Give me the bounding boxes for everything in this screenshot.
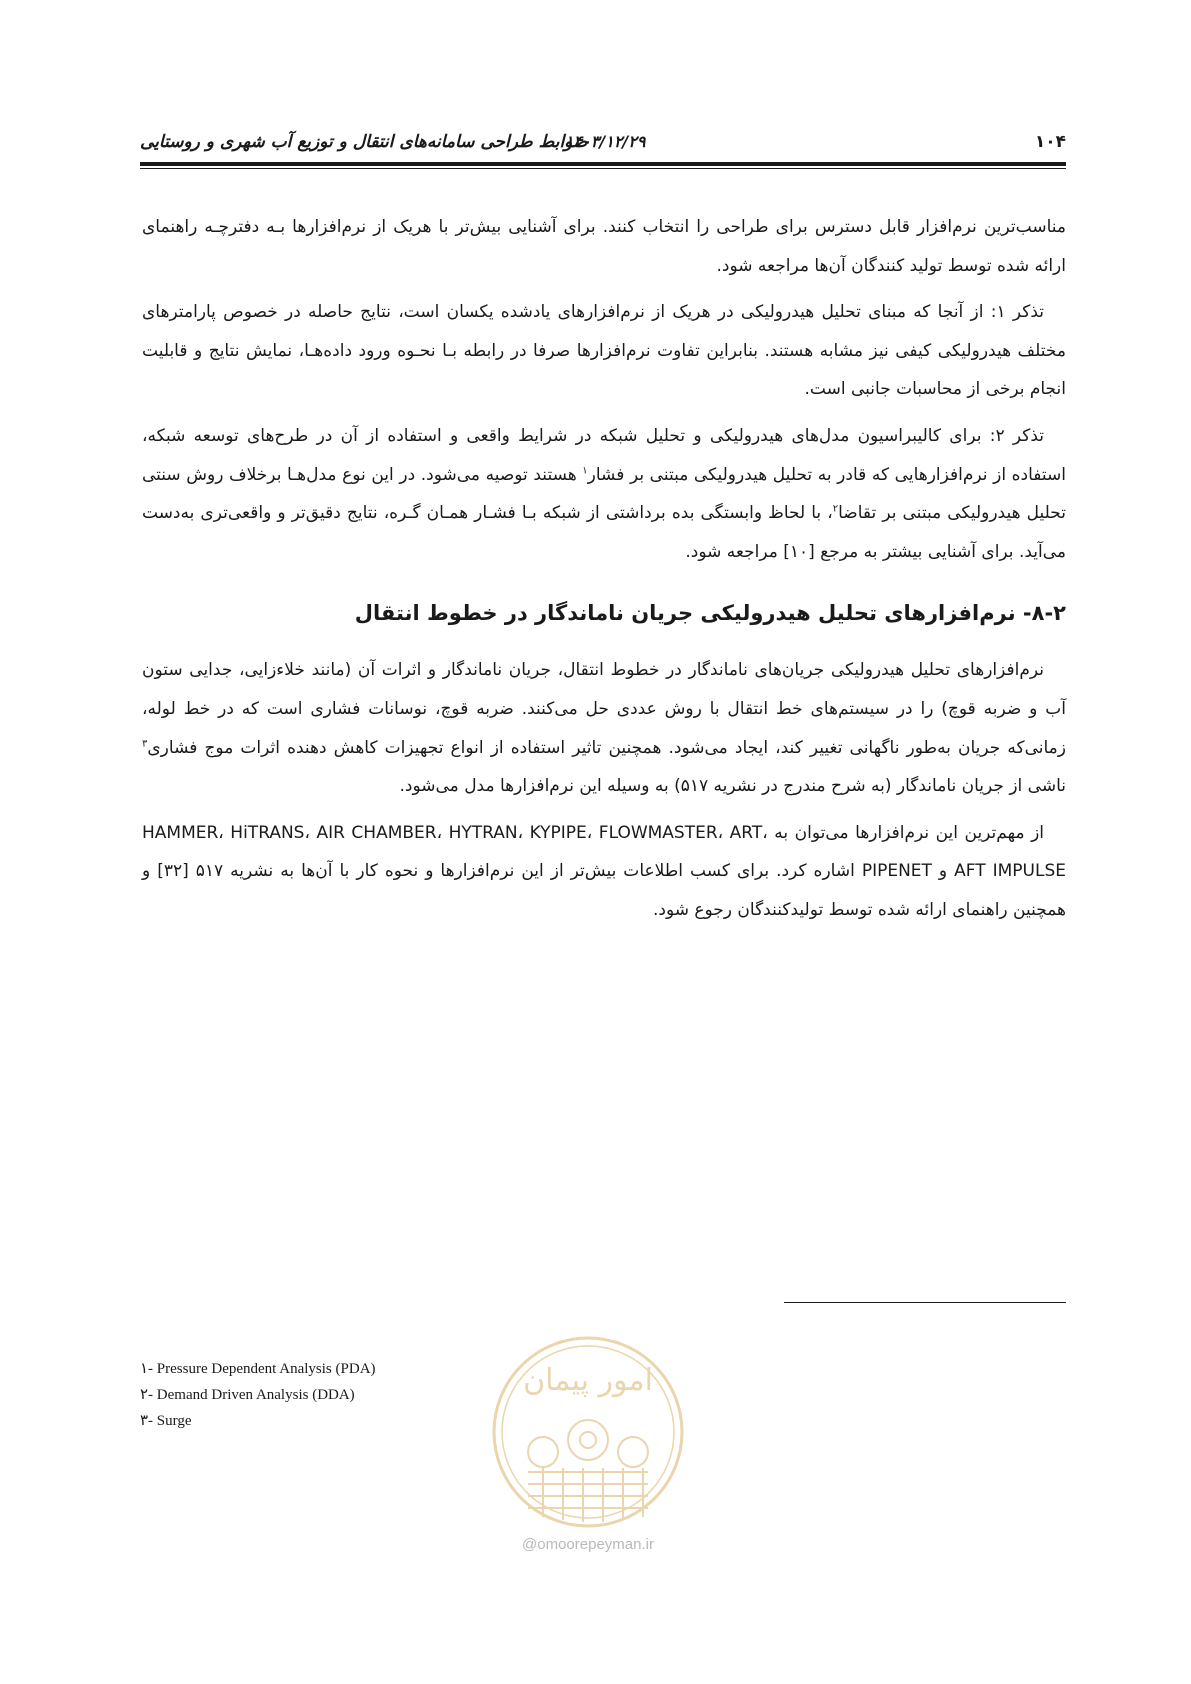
stamp-text: امور پیمان	[523, 1363, 653, 1398]
header-date: ۱۴۰۳/۱۲/۲۹	[565, 132, 646, 151]
header-rule-thick	[140, 162, 1066, 166]
footnote-ref-3[interactable]: ۳	[142, 737, 148, 749]
page-number: ۱۰۴	[1034, 132, 1066, 152]
footnote-ref-2[interactable]: ۲	[832, 503, 839, 515]
footnote-2: ۲- Demand Driven Analysis (DDA)	[140, 1387, 355, 1403]
header-title: ضوابط طراحی سامانه‌های انتقال و توزیع آب شهری و روستایی	[140, 132, 588, 152]
unsteady-text-b: ناشی از جریان ناماندگار (به شرح مندرج در نشریه ۵۱۷) به وسیله این نرم‌افزارها مدل می‌شود.	[399, 776, 1066, 797]
body-text	[142, 208, 1066, 938]
footnote-rule	[784, 1302, 1066, 1303]
paragraph-note-1: تذکر ۱: از آنجا که مبنای تحلیل هیدرولیکی در هریک از نرم‌افزارهای یادشده یکسان است، نتایج حاصله در خصوص پارامترهای مختلف هیدرولیکی کیفی نیز مشابه هستند. بنابراین تفاوت نرم‌افزارها صرفا در رابطه بـا نحـوه ورود داده‌هـا، نمایش نتایج و قابلیت انجام برخی از محاسبات جانبی است.	[142, 302, 1066, 400]
footnote-1: ۱- Pressure Dependent Analysis (PDA)	[140, 1361, 376, 1377]
paragraph-1: مناسب‌ترین نرم‌افزار قابل دسترس برای طراحی را انتخاب کنند. برای آشنایی بیش‌تر با هریک از نرم‌افزارها بـه دفترچـه راهنمای ارائه شده توسط تولید کنندگان آن‌ها مراجعه شود.	[142, 217, 1066, 276]
footnotes	[140, 1356, 376, 1434]
footnote-3: ۳- Surge	[140, 1413, 192, 1429]
note-2-text-c: ، با لحاظ وابستگی بده برداشتی از شبکه بـا فشـار همـان گـره، نتایج دقیق‌تر و واقعی‌تری به‌دست می‌آید. برای آشنایی بیشتر به مرجع [۱۰] مراجعه شود.	[142, 503, 1066, 562]
watermark-url: @omoorepeyman.ir	[522, 1536, 654, 1553]
paragraph-note-2	[142, 417, 1066, 571]
note-2-text-b: هستند توصیه می‌شود. در این نوع مدل‌هـا برخلاف روش سنتی تحلیل هیدرولیکی مبتنی بر تقاضا	[142, 464, 1066, 524]
note-2-text-a: تذکر ۲: برای کالیبراسیون مدل‌های هیدرولیکی و تحلیل شبکه در شرایط واقعی و استفاده از آن در طرح‌های توسعه شبکه، استفاده از نرم‌افزارهایی که قادر به تحلیل هیدرولیکی مبتنی بر فشار	[142, 425, 1066, 485]
footnote-ref-1[interactable]: ۱	[582, 464, 588, 476]
paragraph-software-list: از مهم‌ترین این نرم‌افزارها می‌توان به HAMMER، HiTRANS، AIR CHAMBER، HYTRAN، KYPIPE، FLOWMASTER، ART، AFT IMPULSE و PIPENET اشاره کرد. برای کسب اطلاعات بیش‌تر از این نرم‌افزارها و نحوه کار با آن‌ها به نشریه ۵۱۷ [۳۲] و همچنین راهنمای ارائه شده توسط تولیدکنندگان رجوع شود.	[142, 822, 1066, 920]
paragraph-unsteady-flow	[142, 651, 1066, 805]
header-rule-thin	[140, 168, 1066, 169]
unsteady-text-a: نرم‌افزارهای تحلیل هیدرولیکی جریان‌های ناماندگار در خطوط انتقال، جریان ناماندگار و اثرات آن (مانند خلاءزایی، جدایی ستون آب و ضربه قوچ) را در سیستم‌های خط انتقال با روش عددی حل می‌کنند. ضربه قوچ، نوسانات فشاری است که در خط لوله، زمانی‌که جریان به‌طور ناگهانی تغییر کند، ایجاد می‌شود. همچنین تاثیر استفاده از انواع تجهیزات کاهش دهنده اثرات موج فشاری	[142, 660, 1066, 758]
watermark-stamp-logo	[488, 1332, 688, 1532]
section-heading: ۸-۲- نرم‌افزارهای تحلیل هیدرولیکی جریان ناماندگار در خطوط انتقال	[354, 601, 1066, 626]
